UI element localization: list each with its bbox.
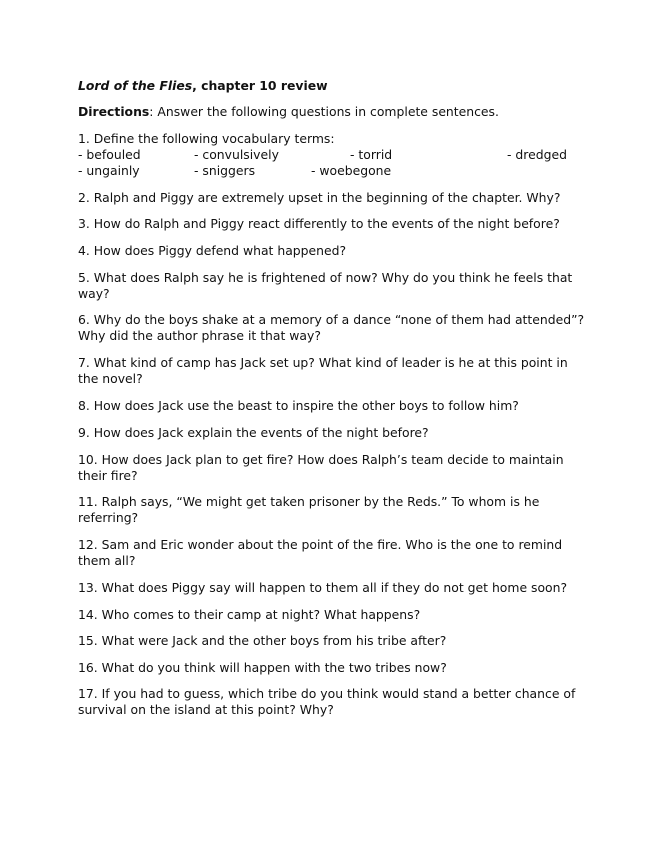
question-10: 10. How does Jack plan to get fire? How does Ralph’s team decide to maintain their fire? bbox=[78, 452, 564, 483]
question-9: 9. How does Jack explain the events of the night before? bbox=[78, 425, 429, 440]
directions-label: Directions bbox=[78, 104, 150, 119]
vocab-term: - torrid bbox=[350, 147, 393, 162]
vocab-term: - convulsively bbox=[194, 147, 279, 162]
question-3: 3. How do Ralph and Piggy react differently to the events of the night before? bbox=[78, 216, 560, 231]
vocab-term: - dredged bbox=[507, 147, 567, 162]
directions bbox=[78, 104, 499, 120]
question-5: 5. What does Ralph say he is frightened of now? Why do you think he feels that way? bbox=[78, 270, 573, 301]
book-title: Lord of the Flies bbox=[78, 78, 193, 93]
question-15: 15. What were Jack and the other boys from his tribe after? bbox=[78, 633, 447, 648]
vocab-term: - ungainly bbox=[78, 163, 140, 178]
question-7: 7. What kind of camp has Jack set up? What kind of leader is he at this point in the novel? bbox=[78, 355, 568, 386]
question-11: 11. Ralph says, “We might get taken prisoner by the Reds.” To whom is he referring? bbox=[78, 494, 540, 525]
question-17: 17. If you had to guess, which tribe do you think would stand a better chance of survival on the island at this point? Why? bbox=[78, 686, 576, 717]
question-12: 12. Sam and Eric wonder about the point of the fire. Who is the one to remind them all? bbox=[78, 537, 563, 568]
question-8: 8. How does Jack use the beast to inspire the other boys to follow him? bbox=[78, 398, 519, 413]
question-13: 13. What does Piggy say will happen to them all if they do not get home soon? bbox=[78, 580, 568, 595]
question-16: 16. What do you think will happen with the two tribes now? bbox=[78, 660, 447, 675]
question-1-prompt: 1. Define the following vocabulary terms: bbox=[78, 131, 335, 146]
question-14: 14. Who comes to their camp at night? What happens? bbox=[78, 607, 421, 622]
vocab-term: - sniggers bbox=[194, 163, 256, 178]
directions-text: : Answer the following questions in complete sentences. bbox=[149, 104, 499, 119]
title-rest: , chapter 10 review bbox=[192, 78, 328, 93]
question-4: 4. How does Piggy defend what happened? bbox=[78, 243, 347, 258]
question-6: 6. Why do the boys shake at a memory of a dance “none of them had attended”? Why did the author phrase it that way? bbox=[78, 312, 585, 343]
vocab-term: - befouled bbox=[78, 147, 141, 162]
question-2: 2. Ralph and Piggy are extremely upset in the beginning of the chapter. Why? bbox=[78, 190, 561, 205]
vocab-term: - woebegone bbox=[311, 163, 392, 178]
worksheet-title bbox=[78, 78, 328, 94]
